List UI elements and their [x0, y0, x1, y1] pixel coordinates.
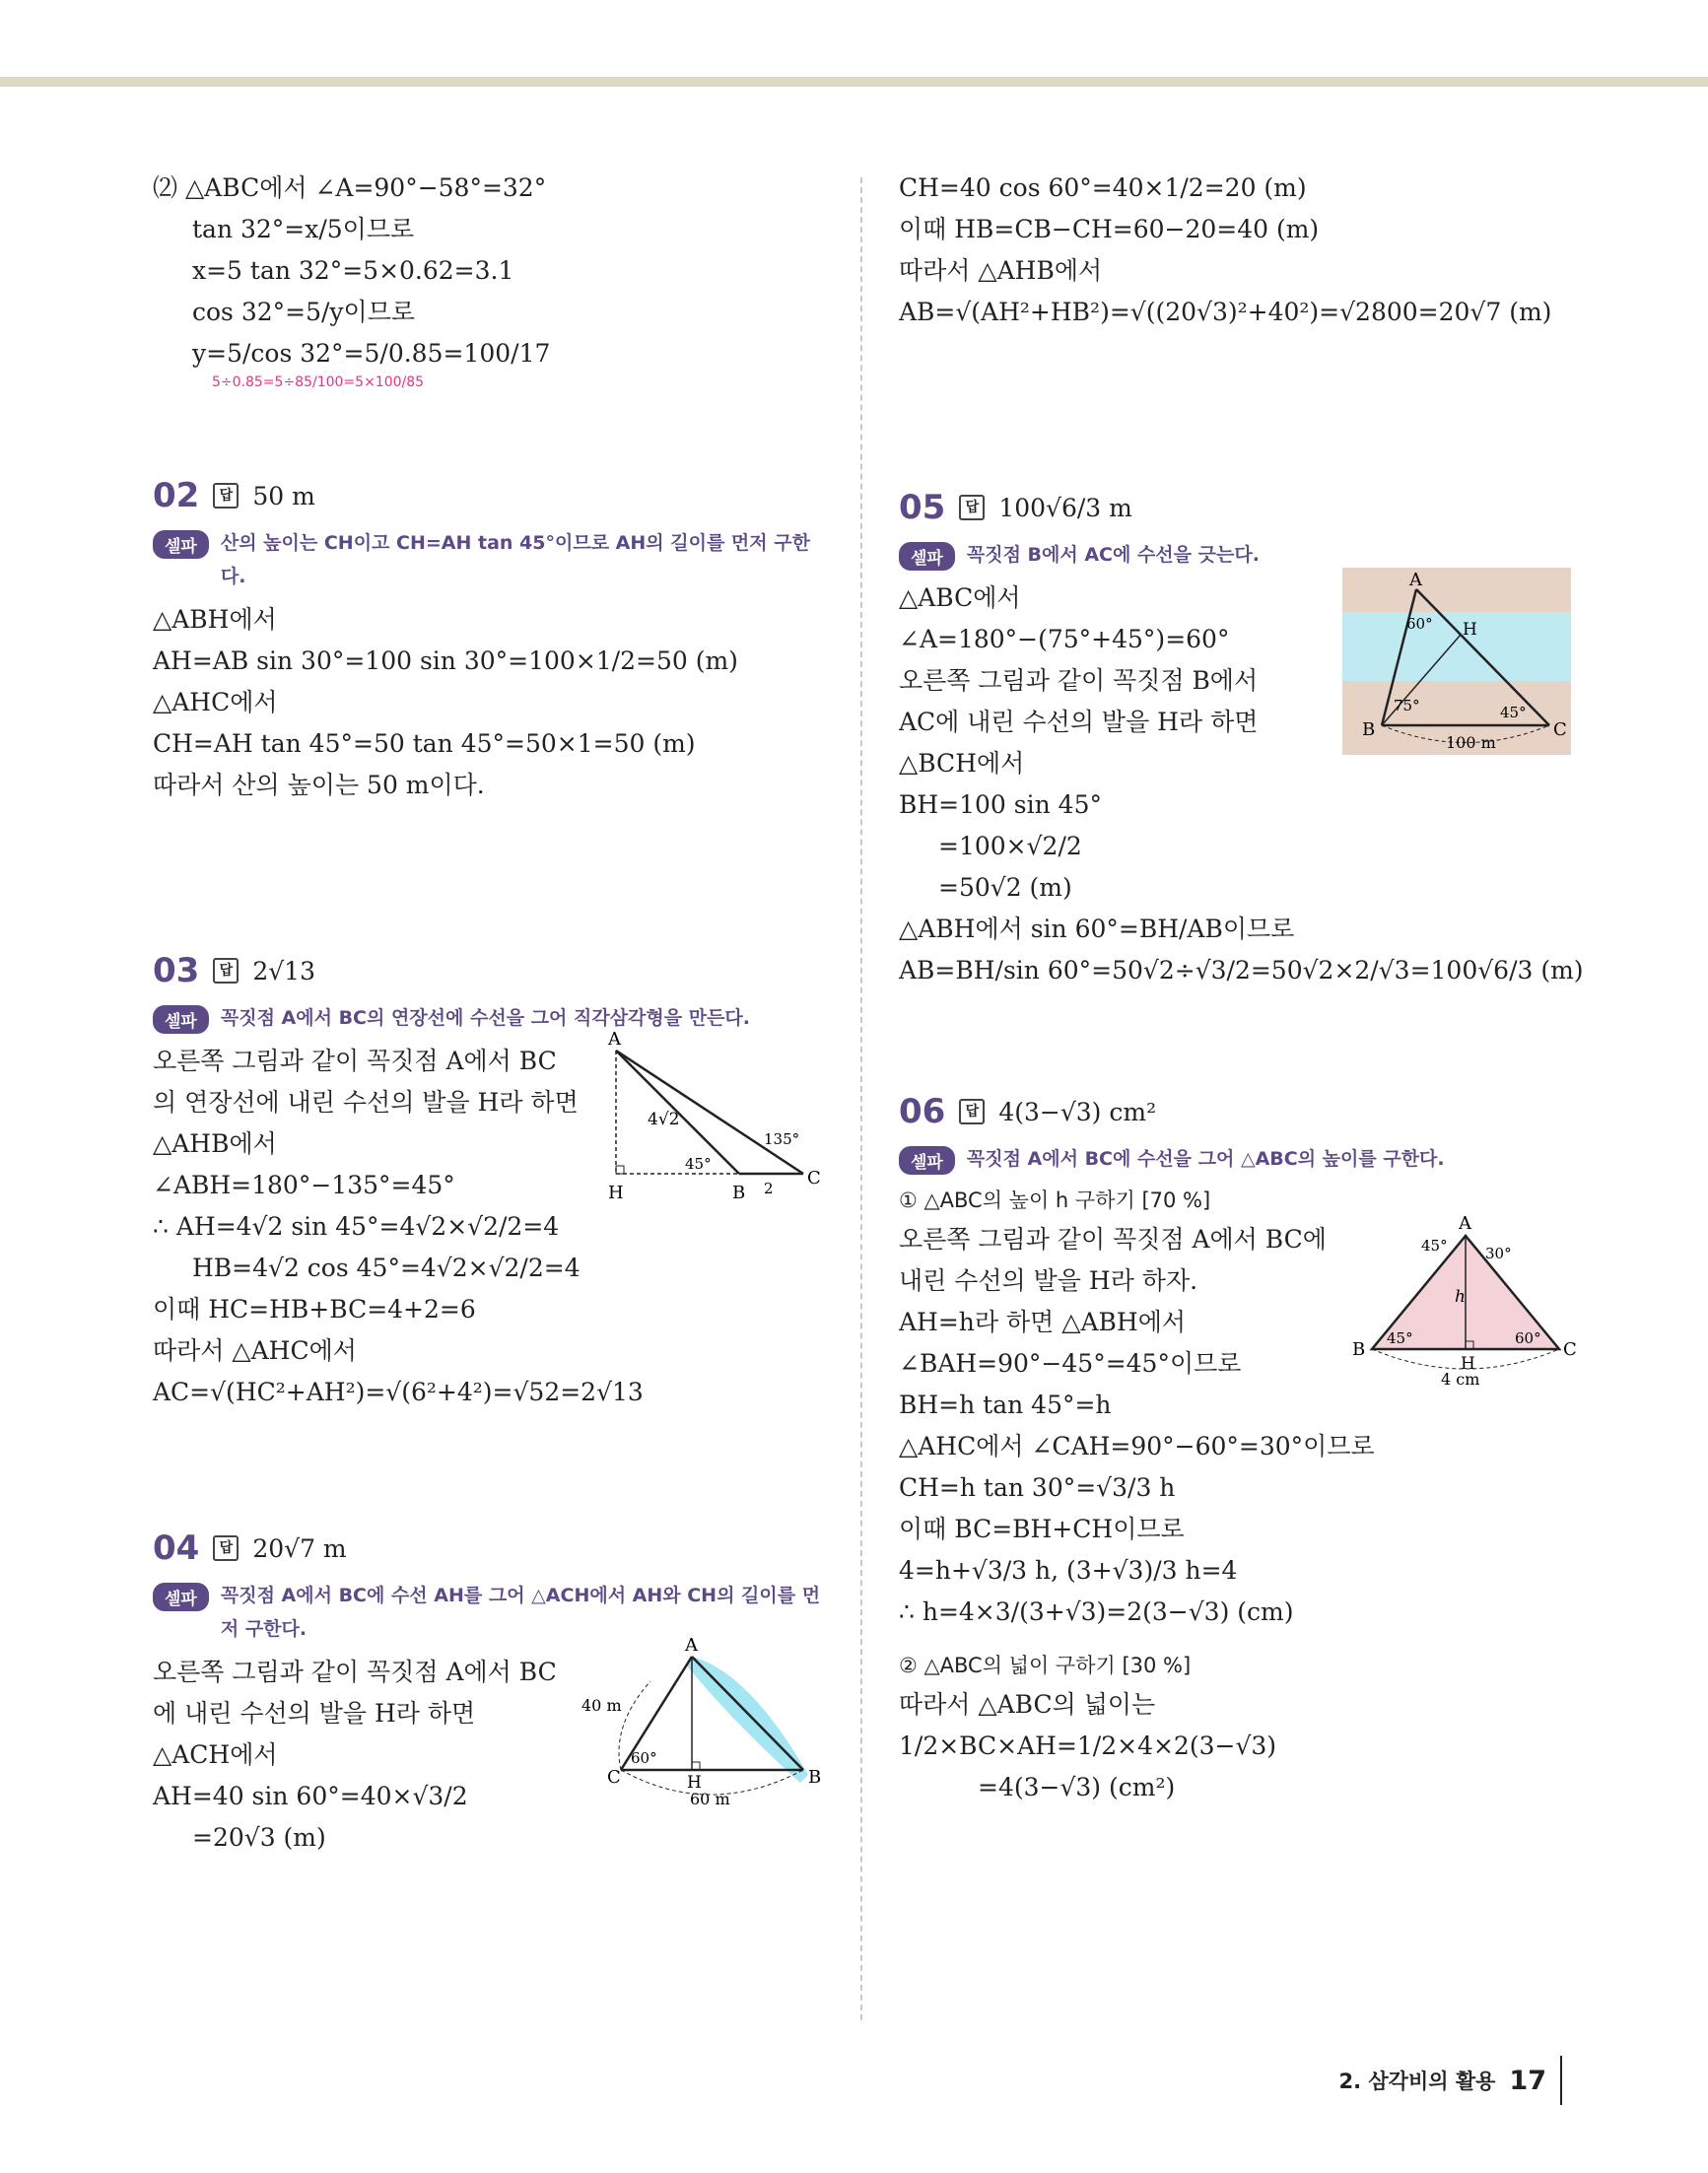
- text-line: 따라서 △AHB에서: [899, 256, 1103, 285]
- text-line: x=5 tan 32°=5×0.62=3.1: [192, 256, 514, 285]
- problem-number: 02: [153, 476, 200, 515]
- text-line: =50√2 (m): [938, 873, 1072, 902]
- label-b: B: [1362, 719, 1376, 740]
- hint-badge: 셀파: [153, 1583, 209, 1611]
- hint-text: 꼭짓점 A에서 BC에 수선을 그어 △ABC의 높이를 구한다.: [966, 1148, 1445, 1170]
- text-line: 오른쪽 그림과 같이 꼭짓점 B에서: [899, 666, 1259, 695]
- label-h: H: [1461, 1354, 1475, 1374]
- answer: 20√7 m: [252, 1533, 347, 1563]
- problem-number: 04: [153, 1528, 200, 1568]
- step-1: ① △ABC의 높이 h 구하기 [70 %]: [899, 1188, 1211, 1212]
- text-line: AC에 내린 수선의 발을 H라 하면: [899, 708, 1259, 736]
- hint-badge: 셀파: [899, 1146, 955, 1175]
- text-line: 따라서 산의 높이는 50 m이다.: [153, 771, 485, 799]
- figure-04: [581, 1637, 828, 1824]
- label-angle-135: 135°: [764, 1130, 800, 1148]
- label-a: A: [608, 1031, 621, 1050]
- text-line: 따라서 △AHC에서: [153, 1336, 357, 1365]
- text-line: 내린 수선의 발을 H라 하자.: [899, 1266, 1198, 1295]
- label-bc: 2: [764, 1180, 774, 1197]
- answer: 4(3−√3) cm²: [998, 1097, 1157, 1126]
- problem-05-header: [899, 481, 1579, 534]
- page-number: 17: [1509, 2065, 1546, 2096]
- text-line: △BCH에서: [899, 749, 1025, 778]
- label-angle-45: 45°: [685, 1155, 712, 1173]
- answer: 2√13: [252, 956, 315, 985]
- text-line: CH=h tan 30°=√3/3 h: [899, 1473, 1176, 1502]
- text-line: 4=h+√3/3 h, (3+√3)/3 h=4: [899, 1556, 1238, 1585]
- hint-text: 꼭짓점 B에서 AC에 수선을 긋는다.: [966, 544, 1260, 566]
- problem-number: 03: [153, 951, 200, 990]
- hint-badge: 셀파: [153, 1005, 209, 1034]
- answer-icon: 답: [213, 483, 239, 509]
- label-h: H: [687, 1773, 702, 1793]
- figure-03: [586, 1031, 833, 1208]
- text-line: tan 32°=x/5이므로: [192, 215, 415, 243]
- hint: [899, 538, 1579, 572]
- left-column: [153, 168, 833, 1859]
- label-angle-a2: 30°: [1485, 1245, 1512, 1262]
- text-line: 따라서 △ABC의 넓이는: [899, 1690, 1156, 1719]
- hint-text: 꼭짓점 A에서 BC에 수선 AH를 그어 △ACH에서 AH와 CH의 길이를 먼저 구한다.: [220, 1585, 821, 1640]
- text-line: 이때 HC=HB+BC=4+2=6: [153, 1295, 476, 1324]
- text-line: AB=√(AH²+HB²)=√((20√3)²+40²)=√2800=20√7 (m): [899, 298, 1552, 326]
- label-c: C: [1563, 1339, 1577, 1360]
- hint-text: 꼭짓점 A에서 BC의 연장선에 수선을 그어 직각삼각형을 만든다.: [220, 1007, 751, 1029]
- text-line: 이때 HB=CB−CH=60−20=40 (m): [899, 215, 1320, 243]
- label-b: B: [808, 1767, 822, 1788]
- label-b: B: [732, 1183, 746, 1203]
- text-line: 오른쪽 그림과 같이 꼭짓점 A에서 BC: [153, 1658, 557, 1686]
- text-line: 오른쪽 그림과 같이 꼭짓점 A에서 BC: [153, 1047, 557, 1075]
- text-line: 1/2×BC×AH=1/2×4×2(3−√3): [899, 1732, 1277, 1760]
- text-line: △AHC에서 ∠CAH=90°−60°=30°이므로: [899, 1432, 1375, 1460]
- hint: [153, 1579, 833, 1646]
- hint-text: 산의 높이는 CH이고 CH=AH tan 45°이므로 AH의 길이를 먼저 구한다.: [220, 532, 810, 587]
- label-b: B: [1352, 1339, 1366, 1360]
- text-line: AC=√(HC²+AH²)=√(6²+4²)=√52=2√13: [153, 1378, 644, 1406]
- label-angle-a: 60°: [1406, 615, 1433, 633]
- problem-03-header: [153, 944, 833, 997]
- text-line: HB=4√2 cos 45°=4√2×√2/2=4: [192, 1254, 581, 1282]
- text-line: AH=AB sin 30°=100 sin 30°=100×1/2=50 (m): [153, 646, 738, 675]
- text-line: ∴ AH=4√2 sin 45°=4√2×√2/2=4: [153, 1212, 560, 1241]
- text-line: =20√3 (m): [192, 1823, 326, 1852]
- top-band: [0, 77, 1708, 87]
- label-angle-c: 60°: [1515, 1329, 1541, 1347]
- answer-icon: 답: [213, 958, 239, 984]
- chapter-title: 2. 삼각비의 활용: [1338, 2070, 1496, 2093]
- text-line: ∠A=180°−(75°+45°)=60°: [899, 625, 1230, 653]
- text-line: CH=40 cos 60°=40×1/2=20 (m): [899, 173, 1307, 202]
- text-line: 에 내린 수선의 발을 H라 하면: [153, 1699, 476, 1728]
- page-footer: [1338, 2056, 1562, 2105]
- problem-number: 06: [899, 1092, 946, 1131]
- label-h: H: [608, 1183, 624, 1203]
- hint: [153, 526, 833, 593]
- label-angle-a1: 45°: [1421, 1237, 1448, 1255]
- label-h: H: [1463, 620, 1477, 640]
- text-line: y=5/cos 32°=5/0.85=100/17: [192, 339, 551, 368]
- problem-02-header: [153, 469, 833, 522]
- label-ac: 40 m: [581, 1696, 622, 1715]
- text-line: ⑵ △ABC에서 ∠A=90°−58°=32°: [153, 173, 547, 202]
- text-line: △ABH에서: [153, 605, 277, 634]
- text-line: 오른쪽 그림과 같이 꼭짓점 A에서 BC에: [899, 1225, 1327, 1254]
- text-line: AH=40 sin 60°=40×√3/2: [153, 1782, 468, 1810]
- label-a: A: [685, 1637, 698, 1656]
- figure-06: [1352, 1211, 1579, 1389]
- footer-bar: [1560, 2056, 1562, 2105]
- text-line: 의 연장선에 내린 수선의 발을 H라 하면: [153, 1088, 579, 1117]
- label-height: h: [1455, 1287, 1466, 1307]
- problem-number: 05: [899, 488, 946, 527]
- label-bc: 100 m: [1446, 733, 1496, 752]
- label-c: C: [607, 1767, 621, 1788]
- text-line: △ABH에서 sin 60°=BH/AB이므로: [899, 915, 1295, 943]
- label-bc: 4 cm: [1441, 1370, 1480, 1389]
- text-line: ∠ABH=180°−135°=45°: [153, 1171, 455, 1199]
- answer-icon: 답: [213, 1535, 239, 1561]
- label-angle: 60°: [631, 1749, 657, 1767]
- text-line: 이때 BC=BH+CH이므로: [899, 1515, 1185, 1543]
- hint-badge: 셀파: [899, 542, 955, 571]
- label-c: C: [1553, 719, 1567, 740]
- text-line: BH=100 sin 45°: [899, 790, 1102, 819]
- answer: 50 m: [252, 481, 315, 510]
- answer-icon: 답: [959, 1099, 985, 1124]
- label-a: A: [1409, 570, 1422, 590]
- text-line: AH=h라 하면 △ABH에서: [899, 1308, 1187, 1336]
- right-column: [899, 168, 1584, 1808]
- text-line: BH=h tan 45°=h: [899, 1391, 1112, 1419]
- text-line: CH=AH tan 45°=50 tan 45°=50×1=50 (m): [153, 729, 696, 758]
- text-line: ∴ h=4×3/(3+√3)=2(3−√3) (cm): [899, 1597, 1294, 1626]
- label-angle-b: 75°: [1394, 697, 1420, 714]
- hint: [153, 1001, 833, 1035]
- text-line: ∠BAH=90°−45°=45°이므로: [899, 1349, 1242, 1378]
- figure-05: [1342, 568, 1571, 755]
- label-a: A: [1459, 1213, 1471, 1234]
- label-cb: 60 m: [690, 1790, 730, 1808]
- problem-06-header: [899, 1085, 1579, 1138]
- text-line: =4(3−√3) (cm²): [978, 1773, 1176, 1801]
- column-divider: [860, 177, 862, 2020]
- answer-icon: 답: [959, 495, 985, 520]
- text-line: =100×√2/2: [938, 832, 1082, 860]
- text-line: △AHB에서: [153, 1129, 277, 1158]
- label-side: 4√2: [648, 1110, 680, 1129]
- label-angle-b: 45°: [1387, 1329, 1413, 1347]
- label-c: C: [807, 1168, 821, 1188]
- step-2: ② △ABC의 넓이 구하기 [30 %]: [899, 1654, 1192, 1677]
- pink-note: 5÷0.85=5÷85/100=5×100/85: [212, 374, 425, 390]
- hint: [899, 1142, 1579, 1176]
- text-line: △ABC에서: [899, 583, 1021, 612]
- text-line: AB=BH/sin 60°=50√2÷√3/2=50√2×2/√3=100√6/3 (m): [899, 956, 1584, 985]
- text-line: △AHC에서: [153, 688, 278, 716]
- text-line: △ACH에서: [153, 1740, 278, 1769]
- answer: 100√6/3 m: [998, 493, 1132, 522]
- label-angle-c: 45°: [1500, 704, 1527, 721]
- text-line: cos 32°=5/y이므로: [192, 298, 415, 326]
- hint-badge: 셀파: [153, 530, 209, 559]
- problem-04-header: [153, 1522, 833, 1575]
